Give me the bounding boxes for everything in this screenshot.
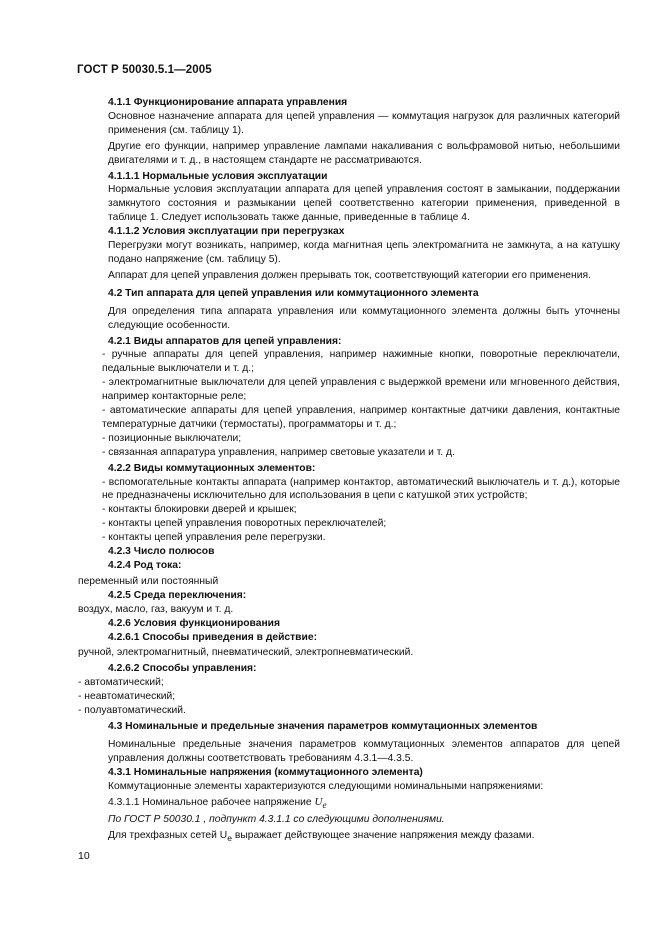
paragraph: Основное назначение аппарата для цепей управления — коммутация нагрузок для различных категорий применения (см. таблицу 1). (108, 110, 620, 136)
list-item: - неавтоматический; (78, 691, 176, 703)
paragraph: По ГОСТ Р 50030.1 , подпункт 4.3.1.1 со следующими дополнениями. (108, 813, 445, 825)
ue-symbol (315, 796, 327, 808)
ue-letter: U (219, 829, 228, 841)
paragraph: Номинальные предельные значения параметров коммутационных элементов аппаратов для цепей управления должны соответствовать требованиям 4.3.1—4.3.5. (108, 738, 620, 764)
document-body (78, 96, 620, 845)
heading-4-2-6-2: 4.2.6.2 Способы управления: (108, 663, 257, 675)
paragraph-three-phase (78, 829, 620, 846)
list-item: - полуавтоматический. (78, 705, 186, 717)
paragraph: Для определения типа аппарата управления или коммутационного элемента должны быть уточнены следующие особенности. (108, 305, 620, 331)
ue-subscript: e (322, 799, 327, 810)
three-phase-text-start: Для трехфазных сетей (108, 829, 217, 841)
heading-4-3: 4.3 Номинальные и предельные значения параметров коммутационных элементов (108, 720, 538, 732)
heading-4-2-1: 4.2.1 Виды аппаратов для цепей управления: (108, 335, 342, 347)
paragraph-4-3-1-1 (78, 796, 620, 813)
heading-4-1-1-1: 4.1.1.1 Нормальные условия эксплуатации (108, 170, 328, 182)
heading-4-1-1-2: 4.1.1.2 Условия эксплуатации при перегрузках (108, 226, 345, 238)
list-item: - контакты блокировки дверей и крышек; (102, 504, 297, 516)
heading-4-2-2: 4.2.2 Виды коммутационных элементов: (108, 462, 316, 474)
list-item: - вспомогательные контакты аппарата (например контактор, автоматический выключатель и т. д.), которые не предназначены исключительно для использования в цепи с катушкой этих устройств; (102, 476, 620, 502)
ue-letter: U (314, 795, 323, 808)
heading-4-2-6: 4.2.6 Условия функционирования (108, 617, 280, 629)
paragraph: ручной, электромагнитный, пневматический, электропневматический. (78, 647, 414, 659)
heading-4-2-6-1: 4.2.6.1 Способы приведения в действие: (108, 631, 317, 643)
paragraph: Коммутационные элементы характеризуются следующими номинальными напряжениями: (108, 780, 544, 792)
paragraph: воздух, масло, газ, вакуум и т. д. (78, 603, 234, 615)
list-item: - позиционные выключатели; (102, 432, 242, 444)
clause-text: 4.3.1.1 Номинальное рабочее напряжение (108, 796, 312, 808)
list-item: - ручные аппараты для цепей управления, например нажимные кнопки, поворотные переключатели, педальные выключатели и т. д.; (102, 349, 620, 375)
heading-4-1-1: 4.1.1 Функционирование аппарата управления (108, 97, 348, 108)
paragraph: Другие его функции, например управление лампами накаливания с вольфрамовой нитью, небольшими двигателями и т. д., в настоящем стандарте не рассматриваются. (108, 140, 620, 166)
list-item: - контакты цепей управления реле перегрузки. (102, 532, 326, 544)
list-item: - электромагнитные выключатели для цепей управления с выдержкой времени или мгновенного действия, например контакторные реле; (102, 377, 620, 403)
list-item: - автоматический; (78, 677, 164, 689)
paragraph: Перегрузки могут возникать, например, когда магнитная цепь электромагнита не замкнута, а на катушку подано напряжение (см. таблицу 5). (108, 240, 620, 265)
heading-4-2-5: 4.2.5 Среда переключения: (108, 589, 247, 601)
ue-symbol (220, 830, 232, 841)
heading-4-3-1: 4.3.1 Номинальные напряжения (коммутационного элемента) (108, 766, 423, 778)
standard-header: ГОСТ Р 50030.5.1—2005 (77, 64, 212, 76)
list-item: - связанная аппаратура управления, например световые указатели и т. д. (102, 446, 455, 458)
ue-subscript: e (227, 832, 233, 843)
heading-4-2-3: 4.2.3 Число полюсов (108, 546, 215, 558)
heading-4-2: 4.2 Тип аппарата для цепей управления или коммутационного элемента (108, 287, 479, 299)
paragraph: переменный или постоянный (78, 575, 219, 587)
three-phase-text-end: выражает действующее значение напряжения между фазами. (234, 829, 535, 841)
paragraph: Нормальные условия эксплуатации аппарата для цепей управления состоят в замыкании, поддержании замкнутого состояния и размыкании цепей соответственно категории применения, приведенной в таблице 1. Следует использовать также данные, приведенные в таблице 4. (108, 184, 620, 224)
page-number: 10 (78, 850, 90, 862)
paragraph: Аппарат для цепей управления должен прерывать ток, соответствующий категории его применения. (108, 269, 591, 281)
list-item: - автоматические аппараты для цепей управления, например контактные датчики давления, контактные температурные датчики (термостаты), программаторы и т. д.; (102, 405, 620, 430)
heading-4-2-4: 4.2.4 Род тока: (108, 560, 182, 571)
list-item: - контакты цепей управления поворотных переключателей; (102, 518, 387, 530)
